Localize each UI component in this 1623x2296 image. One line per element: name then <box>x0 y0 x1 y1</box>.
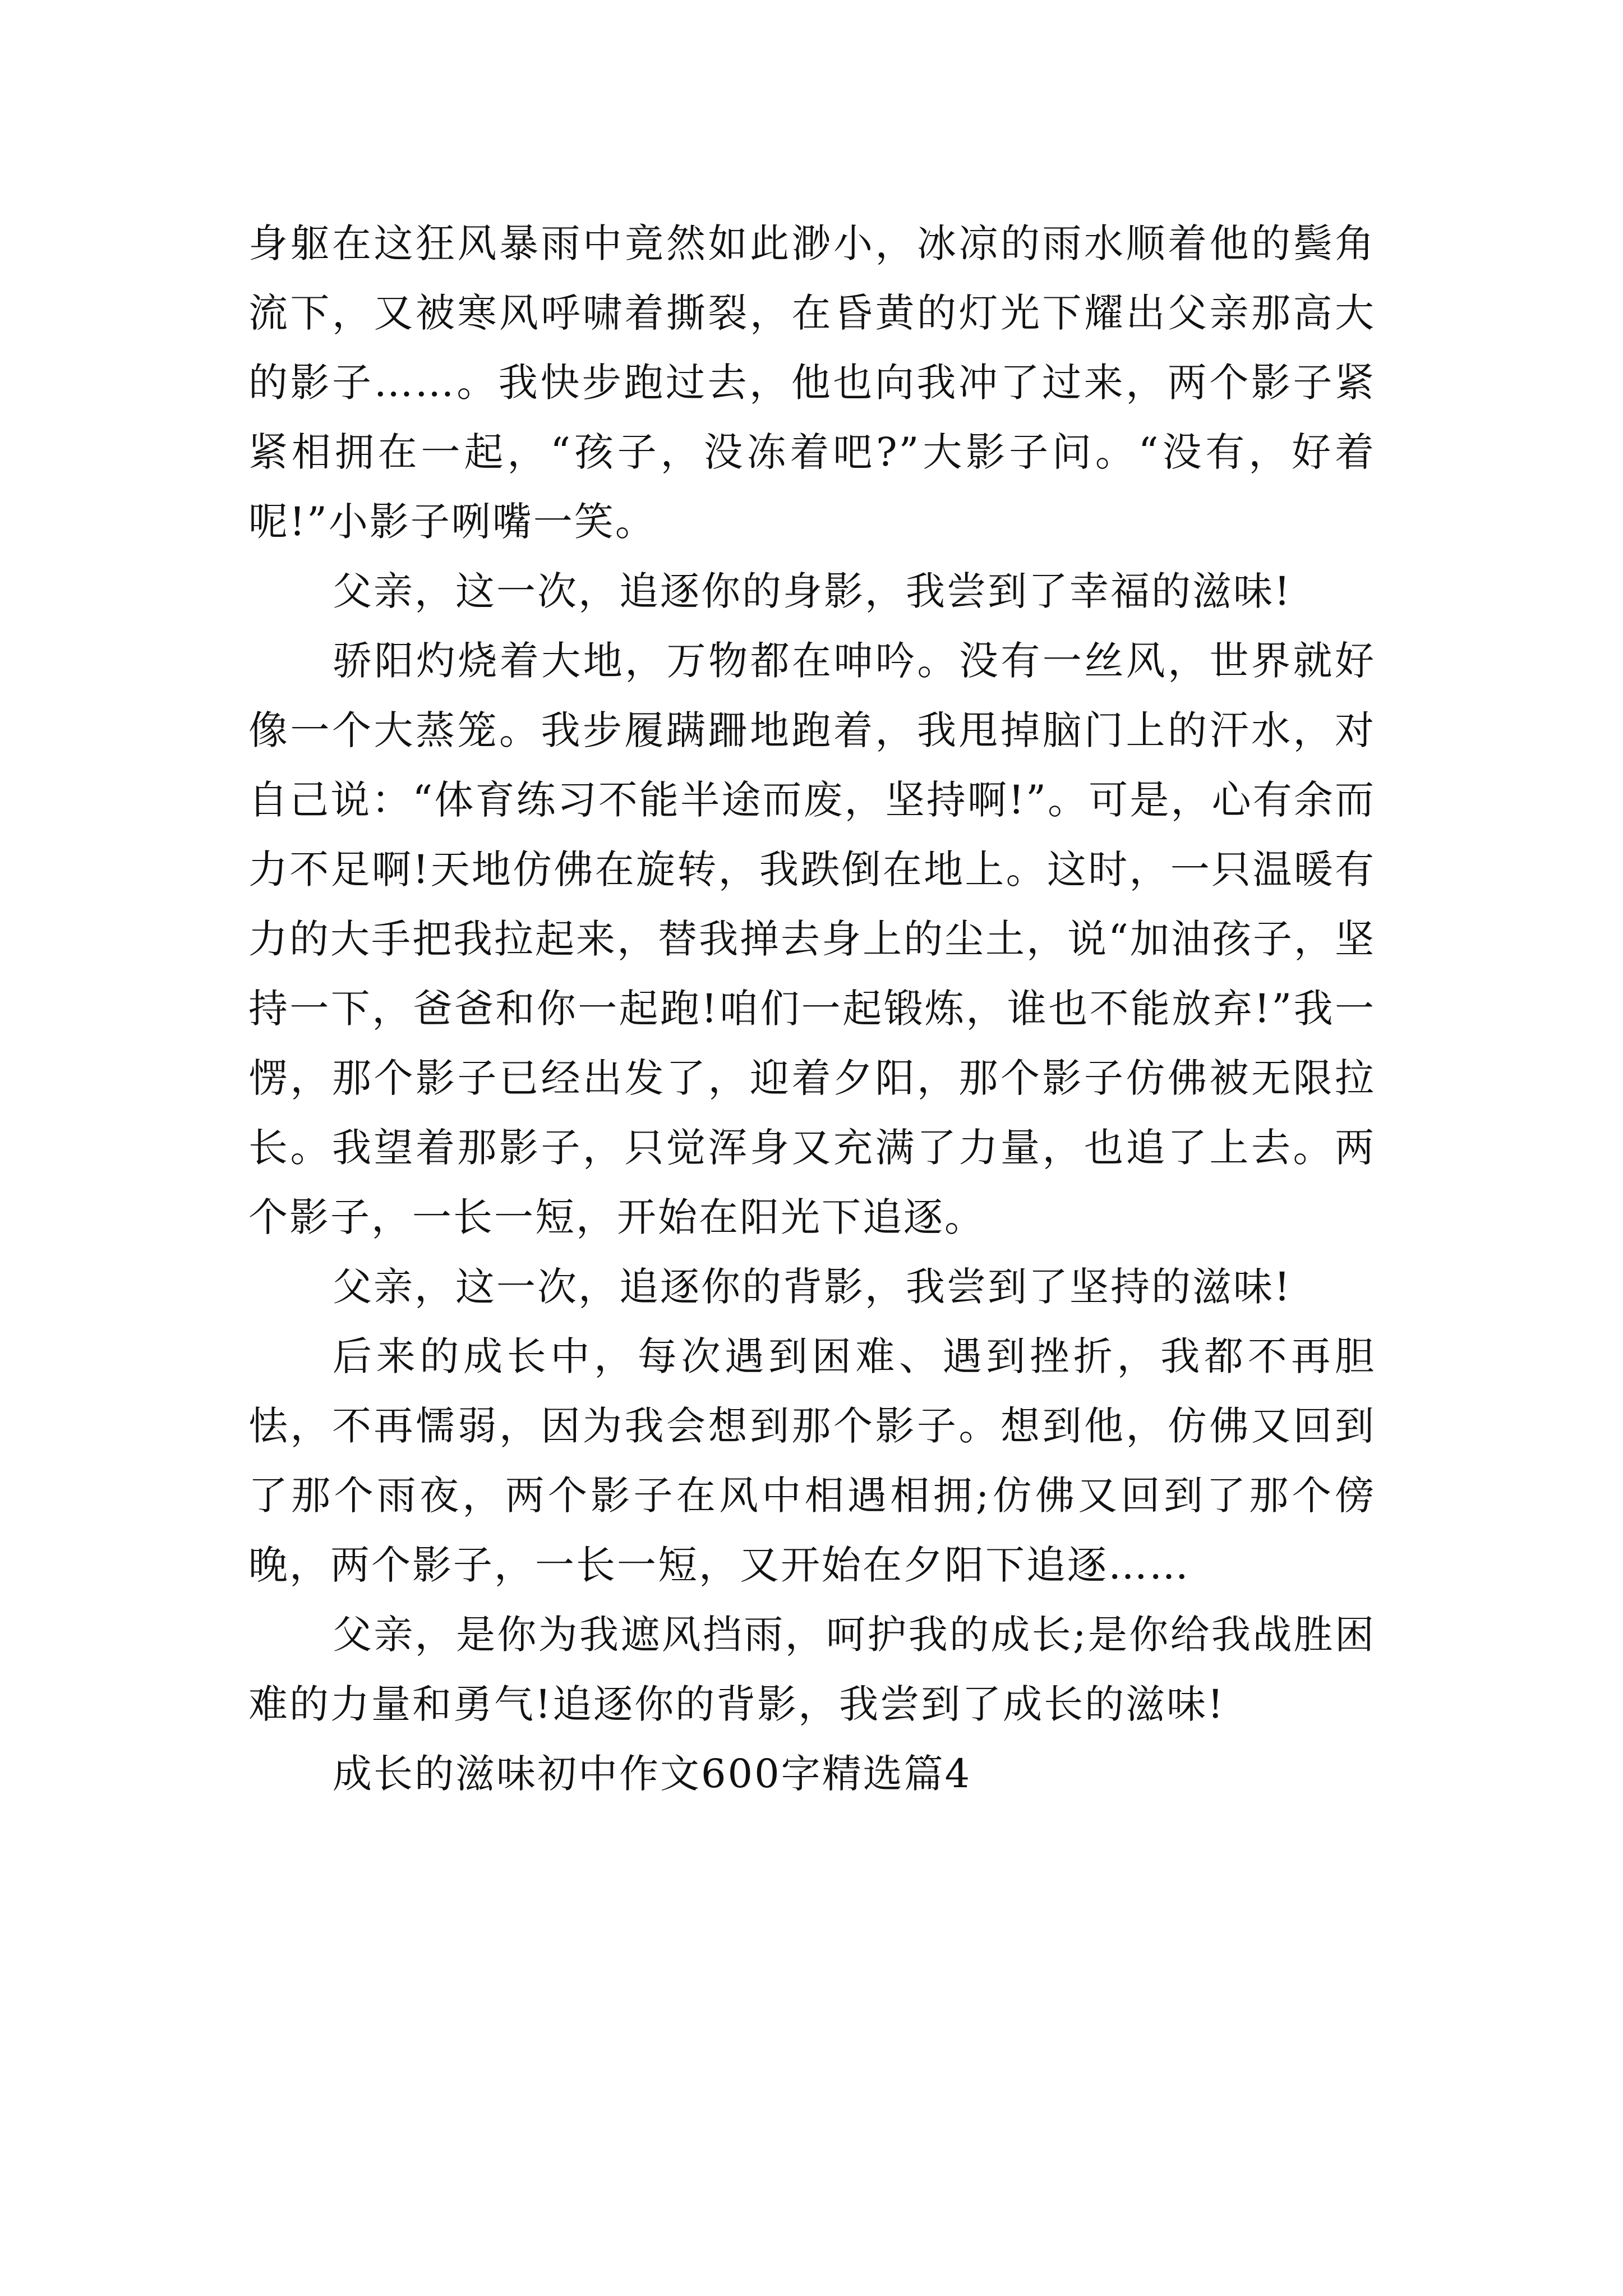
paragraph-4: 父亲，这一次，追逐你的背影，我尝到了坚持的滋味! <box>333 1264 1292 1310</box>
section-heading: 成长的滋味初中作文600字精选篇4 <box>333 1751 972 1797</box>
paragraph-6: 父亲，是你为我遮风挡雨，呵护我的成长;是你给我战胜困难的力量和勇气!追逐你的背影，我尝到了成长的滋味! <box>248 1612 1376 1727</box>
paragraph-3: 骄阳灼烧着大地，万物都在呻吟。没有一丝风，世界就好像一个大蒸笼。我步履蹒跚地跑着，我甩掉脑门上的汗水，对自己说：“体育练习不能半途而废，坚持啊!”。可是，心有余而力不足啊!天地仿佛在旋转，我跌倒在地上。这时，一只温暖有力的大手把我拉起来，替我掸去身上的尘土，说“加油孩子，坚持一下，爸爸和你一起跑!咱们一起锻炼，谁也不能放弃!”我一愣，那个影子已经出发了，迎着夕阳，那个影子仿佛被无限拉长。我望着那影子，只觉浑身又充满了力量，也追了上去。两个影子，一长一短，开始在阳光下追逐。 <box>248 638 1376 1240</box>
paragraph-5: 后来的成长中，每次遇到困难、遇到挫折，我都不再胆怯，不再懦弱，因为我会想到那个影子。想到他，仿佛又回到了那个雨夜，两个影子在风中相遇相拥;仿佛又回到了那个傍晚，两个影子，一长一短，又开始在夕阳下追逐…… <box>248 1333 1376 1588</box>
paragraph-1: 身躯在这狂风暴雨中竟然如此渺小，冰凉的雨水顺着他的鬓角流下，又被寒风呼啸着撕裂，在昏黄的灯光下耀出父亲那高大的影子……。我快步跑过去，他也向我冲了过来，两个影子紧紧相拥在一起，“孩子，没冻着吧?”大影子问。“没有，好着呢!”小影子咧嘴一笑。 <box>248 220 1376 545</box>
document-body <box>248 209 1376 1809</box>
paragraph-2: 父亲，这一次，追逐你的身影，我尝到了幸福的滋味! <box>333 568 1292 614</box>
